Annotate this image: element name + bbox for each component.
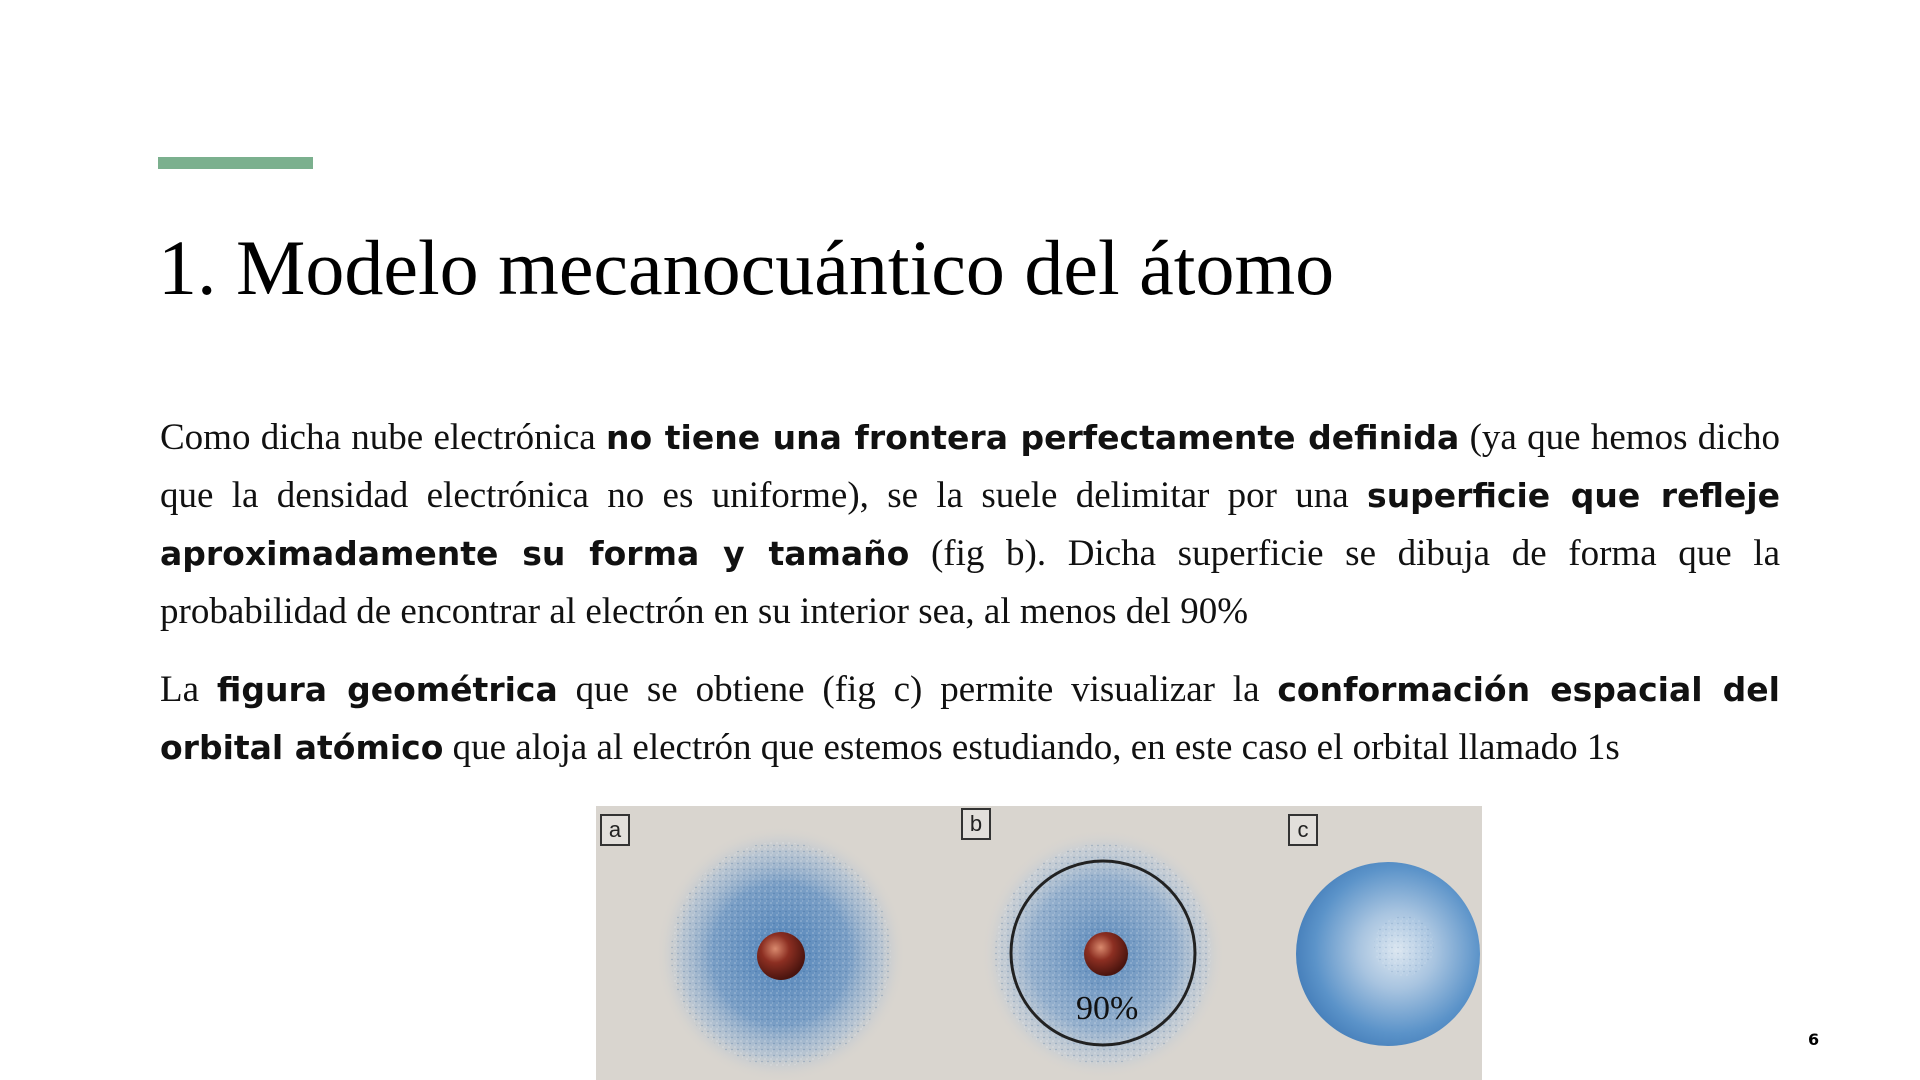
nucleus-icon bbox=[1084, 932, 1128, 976]
paragraph-text: (fig b). Dicha superficie se dibuja de forma que la probabilidad de encontrar al electrón en su interior sea, al menos del 90% bbox=[160, 533, 1780, 632]
panel-a-electron-cloud bbox=[656, 826, 906, 1080]
figure-label-a: a bbox=[600, 814, 630, 846]
paragraph-text: La bbox=[160, 669, 217, 710]
panel-c-orbital-sphere bbox=[1296, 862, 1480, 1046]
probability-percent-label: 90% bbox=[1076, 990, 1139, 1027]
bold-phrase: figura geométrica bbox=[216, 670, 558, 709]
paragraph-text: que se obtiene (fig c) permite visualizar la bbox=[557, 669, 1278, 710]
paragraph-text: Como dicha nube electrónica bbox=[160, 417, 607, 458]
orbital-illustration bbox=[596, 806, 1482, 1080]
figure-label-c: c bbox=[1288, 814, 1318, 846]
figure-label-b: b bbox=[961, 808, 991, 840]
bold-phrase: conformación espacial del orbital atómico bbox=[160, 670, 1780, 767]
nucleus-icon bbox=[757, 932, 805, 980]
paragraph-text: (ya que hemos dicho que la densidad electrónica no es uniforme), se la suele delimitar por una bbox=[160, 417, 1780, 516]
panel-b-boundary-surface bbox=[981, 829, 1225, 1079]
paragraph-text: que aloja al electrón que estemos estudiando, en este caso el orbital llamado 1s bbox=[443, 727, 1620, 768]
paragraph-cloud-boundary bbox=[160, 409, 1780, 641]
orbital-figure bbox=[596, 806, 1482, 1080]
slide-title: 1. Modelo mecanocuántico del átomo bbox=[158, 224, 1335, 311]
bold-phrase: no tiene una frontera perfectamente definida bbox=[606, 418, 1460, 457]
bold-phrase: superficie que refleje aproximadamente su forma y tamaño bbox=[160, 476, 1780, 573]
page-number: 6 bbox=[1808, 1030, 1820, 1049]
title-accent-bar bbox=[158, 157, 313, 169]
paragraph-orbital-shape bbox=[160, 661, 1780, 777]
